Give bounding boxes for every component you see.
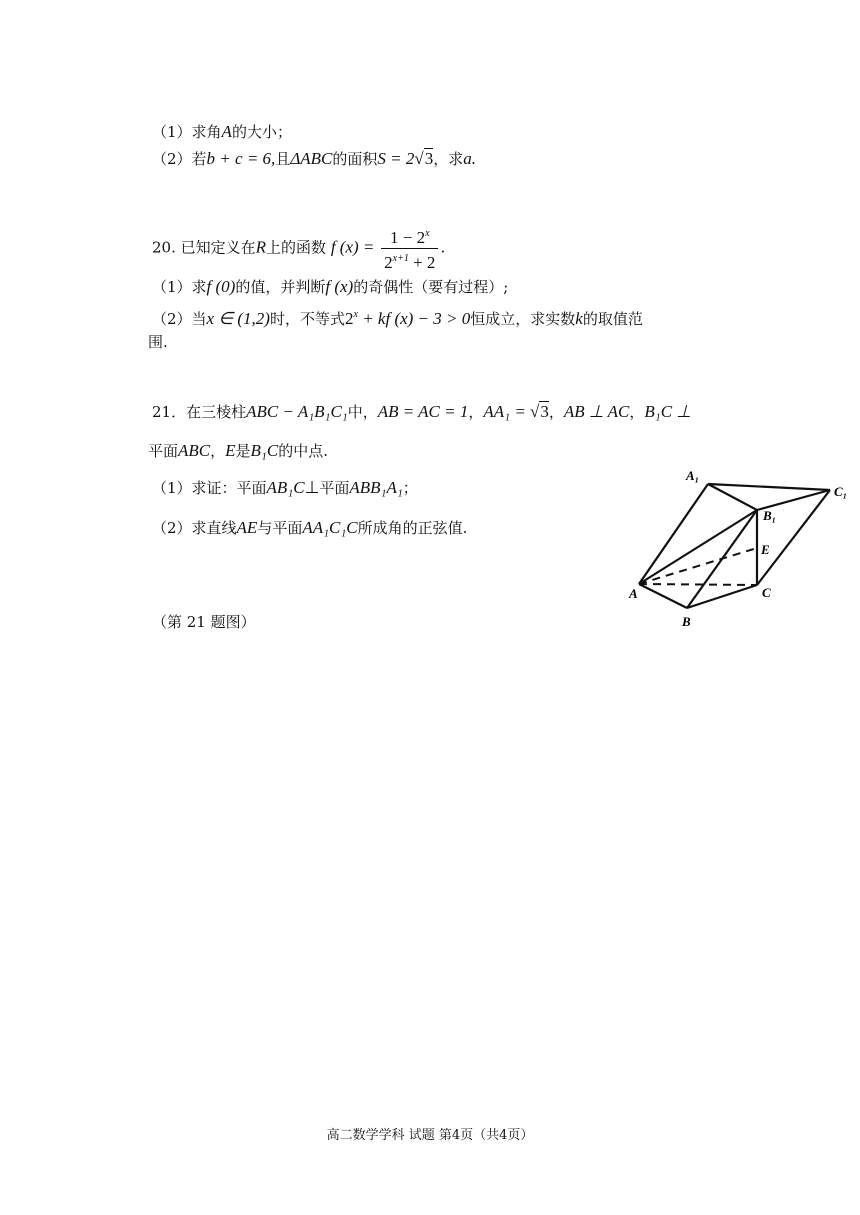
plane-ab1c: AB₁C: [266, 478, 305, 497]
q21-stem: [152, 402, 691, 422]
q21-part1: [152, 478, 418, 498]
perpendicular-b1c: B₁C ⊥: [644, 402, 692, 421]
q20-part1-pre: （1）求: [152, 278, 207, 296]
edge-equality: AB = AC = 1: [377, 402, 469, 421]
edge-a1-b1: [708, 484, 757, 510]
function-fraction: [381, 225, 438, 272]
point-e: E: [225, 441, 236, 460]
edge-a-b: [639, 584, 687, 608]
q19-part2: [152, 149, 476, 169]
q19-part2-mid2: 的面积: [332, 150, 378, 168]
edge-c-c1: [757, 490, 830, 585]
edge-b1-c1: [757, 490, 830, 510]
triangle-abc: ΔABC: [290, 149, 333, 168]
q20-part2-mid: 时，不等式: [269, 310, 345, 328]
edge-a-a1: [639, 484, 708, 584]
q19-part1: [152, 122, 292, 142]
q20-stem: [152, 225, 445, 272]
label-a1: A₁: [686, 468, 700, 483]
plane-abb1a1: ABB₁A₁: [349, 478, 403, 497]
fraction-numerator: [381, 225, 438, 249]
q21-part2: [152, 518, 467, 538]
figure-caption: [152, 612, 256, 632]
angle-a: A: [221, 122, 232, 141]
q20-after-r: 上的函数: [266, 238, 327, 257]
q20-part2-post: 的取值范: [582, 310, 643, 328]
denominator-base: 2: [384, 253, 393, 272]
edge-aa1: AA₁ =: [483, 402, 531, 421]
edge-a1-c1: [708, 484, 830, 490]
sqrt-symbol: √: [414, 149, 424, 168]
q20-part2: [152, 305, 643, 329]
edge-b-c: [687, 585, 757, 608]
plane-abc: ABC: [178, 441, 211, 460]
q20-part2-pre: （2）当: [152, 310, 207, 328]
q20-continuation: 围.: [148, 333, 168, 351]
denominator-tail: + 2: [413, 253, 436, 272]
q21-part1-pre: （1）求证：平面: [152, 479, 267, 497]
sqrt-value-2: 3: [540, 402, 549, 421]
inequality-exponent: x: [353, 309, 358, 320]
q19-condition: b + c = 6,: [206, 149, 276, 168]
set-r: R: [255, 237, 267, 257]
q19-part2-mid: 且: [275, 150, 291, 168]
label-a: A: [629, 586, 638, 601]
page-footer: 高二数学学科 试题 第4页（共4页）: [326, 1128, 534, 1143]
hidden-segment-a-e: [639, 548, 757, 584]
q20-dot: .: [440, 238, 446, 257]
edge-a-b1: [639, 510, 757, 584]
q21-line2-pre: 平面: [148, 442, 179, 460]
denominator-exponent: x+1: [392, 253, 409, 264]
q21-comma3: ，: [629, 403, 645, 421]
q20-part1-mid: 的值，并判断: [235, 278, 326, 296]
prism-figure: [620, 462, 855, 634]
q21-part2-post: 所成角的正弦值.: [357, 519, 468, 537]
q19-part1-pre: （1）求角: [152, 123, 222, 141]
q21-stem-line2: [148, 441, 328, 461]
area-expression: S = 2: [377, 149, 415, 168]
variable-k: k: [575, 309, 583, 328]
line-ae: AE: [236, 518, 258, 537]
prism-name: ABC − A₁B₁C₁: [246, 402, 348, 421]
label-b1: B₁: [763, 508, 777, 523]
q21-lead: 21．在三棱柱: [152, 403, 247, 421]
q19-part1-post: 的大小；: [231, 123, 292, 141]
q21-mid1: 中，: [347, 403, 378, 421]
q20-part1-post: 的奇偶性（要有过程）;: [353, 278, 509, 296]
numerator-text: 1 − 2: [390, 228, 426, 247]
perpendicular-ab-ac: AB ⊥ AC: [563, 402, 630, 421]
label-c: C: [762, 585, 771, 600]
f-of-zero: f (0): [206, 277, 236, 296]
q19-part2-post: ，求: [433, 150, 464, 168]
inequality-base: 2: [345, 309, 354, 328]
side-a: a.: [463, 149, 477, 168]
sqrt-value: 3: [424, 149, 434, 168]
fraction-denominator: [381, 249, 438, 272]
q21-part2-mid: 与平面: [257, 519, 303, 537]
q19-part2-pre: （2）若: [152, 150, 207, 168]
q21-comma1: ，: [468, 403, 484, 421]
q21-comma2: ，: [548, 403, 564, 421]
f-of-x: f (x): [325, 277, 354, 296]
q21-line2-is: 是: [235, 442, 251, 460]
caption-text: （第 21 题图）: [152, 613, 256, 631]
q20-lead: 20. 已知定义在: [152, 238, 256, 257]
q20-part2-continued: [148, 332, 168, 352]
numerator-exponent: x: [425, 228, 430, 239]
perp-symbol: ⊥: [304, 478, 320, 497]
function-f: f (x) =: [330, 237, 375, 257]
plane-aa1c1c: AA₁C₁C: [302, 518, 358, 537]
hidden-edge-a-c: [639, 584, 757, 585]
label-b: B: [682, 614, 691, 629]
q20-part1: [152, 277, 508, 297]
q21-part2-pre: （2）求直线: [152, 519, 237, 537]
q20-part2-mid2: 恒成立，求实数: [470, 310, 576, 328]
label-c1: C₁: [834, 484, 848, 499]
q21-part1-mid: 平面: [319, 479, 350, 497]
q21-line2-post: 的中点.: [278, 442, 328, 460]
domain-interval: x ∈ (1,2): [206, 309, 270, 328]
label-e: E: [761, 542, 770, 557]
inequality-rest: + kf (x) − 3 > 0: [357, 309, 471, 328]
q21-line2-mid: ，: [210, 442, 226, 460]
q21-part1-post: ；: [402, 479, 418, 497]
sqrt-symbol-2: √: [530, 402, 540, 421]
segment-b1c: B₁C: [250, 441, 279, 460]
